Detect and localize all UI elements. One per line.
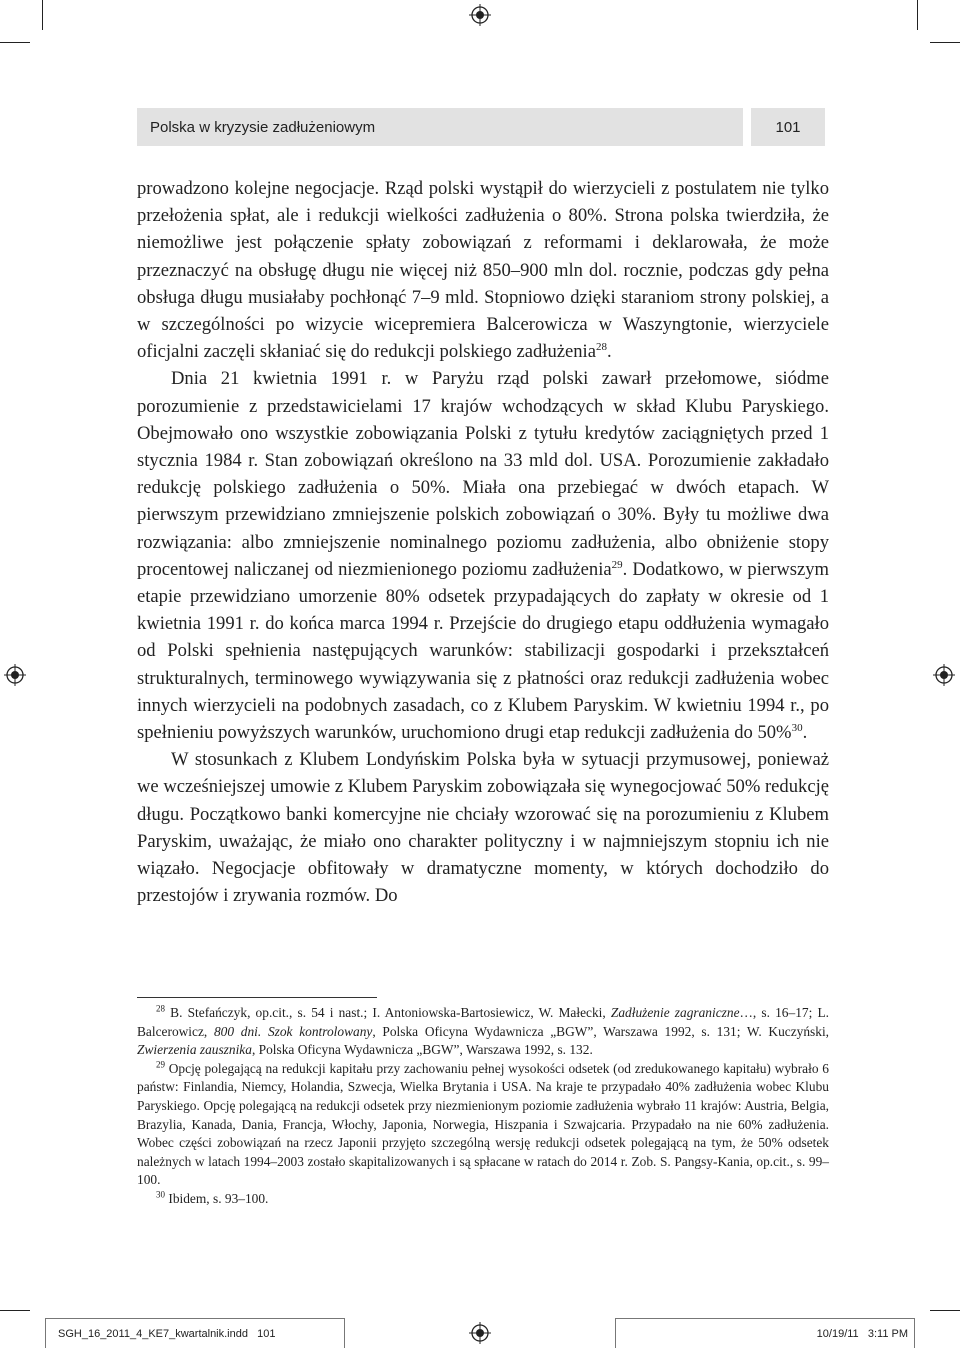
- footnote-ref[interactable]: 29: [611, 558, 623, 571]
- crop-mark: [0, 1310, 30, 1311]
- registration-mark-icon: [469, 4, 491, 26]
- crop-mark: [917, 0, 918, 30]
- registration-mark-icon: [933, 664, 955, 686]
- running-header: [137, 108, 825, 146]
- crop-mark: [42, 0, 43, 30]
- slug-datetime: 10/19/11 3:11 PM: [615, 1318, 915, 1348]
- slug-filename: SGH_16_2011_4_KE7_kwartalnik.indd 101: [45, 1318, 345, 1348]
- paragraph: W stosunkach z Klubem Londyńskim Polska była w sytuacji przymusowej, ponieważ we wcześniejszej umowie z Klubem Paryskim zobowiązała się wynegocjować 50% redukcję długu. Początkowo banki komercyjne nie chciały wzorować się na porozumieniu z Klubem Paryskim, uważając, że miało ono charakter polityczny i w najmniejszym stopniu ich nie wiązało. Negocjacje obfitowały w dramatyczne momenty, w których dochodziło do przestojów i zrywania rozmów. Do: [137, 749, 829, 907]
- crop-mark: [930, 42, 960, 43]
- header-title: Polska w kryzysie zadłużeniowym: [137, 108, 743, 146]
- footnote-divider: [137, 997, 377, 998]
- crop-mark: [0, 42, 30, 43]
- registration-mark-icon: [4, 664, 26, 686]
- footnote-30: $^{30}$ Ibidem, s. 93–100.: [156, 1189, 269, 1206]
- footnote-29: $^{29}$ Opcję polegającą na redukcji kapitału przy zachowaniu pełnej wysokości odsetek (od zredukowanego kapitału) wybrało 6 państw: Finlandia, Niemcy, Holandia, Szwecja, Wielka Brytania i USA. Na kraje te przypadało 40% zadłużenia wobec Klubu Paryskiego. Opcję polegającą na redukcji odsetek przy niezmienionym poziomie zadłużenia wybrało 11 krajów: Austria, Belgia, Brazylia, Kanada, Dania, Francja, Włochy, Japonia, Norwegia, Hiszpania i Szwajcaria. Przypadało na nie 60% zadłużenia. Wobec części zobowiązań na rzecz Japonii przyjęto szczególną wersję redukcji odsetek polegającą na tym, że 50% odsetek należnych w latach 1994–2003 zostało skapitalizowanych i są spłacane w ratach do 2014 r. Zob. S. Pangsy-Kania, op.cit., s. 99–100.: [137, 1059, 829, 1188]
- paragraph: Dnia 21 kwietnia 1991 r. w Paryżu rząd polski zawarł przełomowe, siódme porozumienie z przedstawicielami 17 krajów wchodzących w skład Klubu Paryskiego. Obejmowało ono wszystkie zobowiązania Polski z tytułu kredytów zaciągniętych przed 1 stycznia 1984 r. Stan zobowiązań określono na 33 mld dol. USA. Porozumienie zakładało redukcję polskiego zadłużenia o 50%. Miała ona przebiegać w dwóch etapach. W pierwszym przewidziano zmniejszenie polskich zobowiązań o 30%. Były tu możliwe dwa rozwiązania: albo zmniejszenie nominalnego poziomu zadłużenia, albo obniżenie stopy procentowej naliczanej od niezmienionego poziomu zadłużenia$^{29}$. Dodatkowo, w pierwszym etapie przewidziano umorzenie 80% odsetek przypadających do zapłaty w okresie od 1 kwietnia 1991 r. do końca marca 1994 r. Przejście do drugiego etapu oddłużenia wymagało od Polski spełnienia następujących warunków: stabilizacji gospodarki i przekształceń strukturalnych, terminowego wywiązywania się z płatności oraz redukcji zadłużenia wobec innych wierzycieli na podobnych zasadach, co z Klubem Paryskim. W kwietniu 1994 r., po spełnieniu powyższych warunków, uruchomiono drugi etap redukcji zadłużenia do 50%$^{30}$.: [137, 368, 829, 744]
- paragraph: prowadzono kolejne negocjacje. Rząd polski wystąpił do wierzycieli z postulatem nie tylko przełożenia spłat, ale i redukcji wielkości zadłużenia o 80%. Strona polska twierdziła, że niemożliwe jest połączenie spłaty zobowiązań z reformami i deklarowała, że może przeznaczyć na obsługę długu nie więcej niż 850–900 mln dol. rocznie, podczas gdy pełna obsługa długu musiałaby pochłonąć 7–9 mld. Stopniowo dzięki staraniom strony polskiej, a w szczególności po wizycie wicepremiera Balcerowicza w Waszyngtonie, wierzyciele oficjalni zaczęli skłaniać się do redukcji polskiego zadłużenia$^{28}$.: [137, 178, 829, 363]
- page-number: 101: [751, 108, 825, 146]
- crop-mark: [930, 1310, 960, 1311]
- footnote-ref[interactable]: 28: [595, 341, 607, 354]
- print-slug: [45, 1318, 915, 1348]
- footnote-28: $^{28}$ B. Stefańczyk, op.cit., s. 54 i nast.; I. Antoniowska-Bartosiewicz, W. Małecki, Zadłużenie zagraniczne…, s. 16–17; L. Balcerowicz, 800 dni. Szok kontrolowany, Polska Oficyna Wydawnicza „BGW”, Warszawa 1992, s. 131; W. Kuczyński, Zwierzenia zausznika, Polska Oficyna Wydawnicza „BGW”, Warszawa 1992, s. 132.: [137, 1003, 830, 1058]
- footnotes: [137, 1004, 829, 1209]
- body-text: [137, 175, 829, 909]
- footnote-ref[interactable]: 30: [791, 721, 803, 734]
